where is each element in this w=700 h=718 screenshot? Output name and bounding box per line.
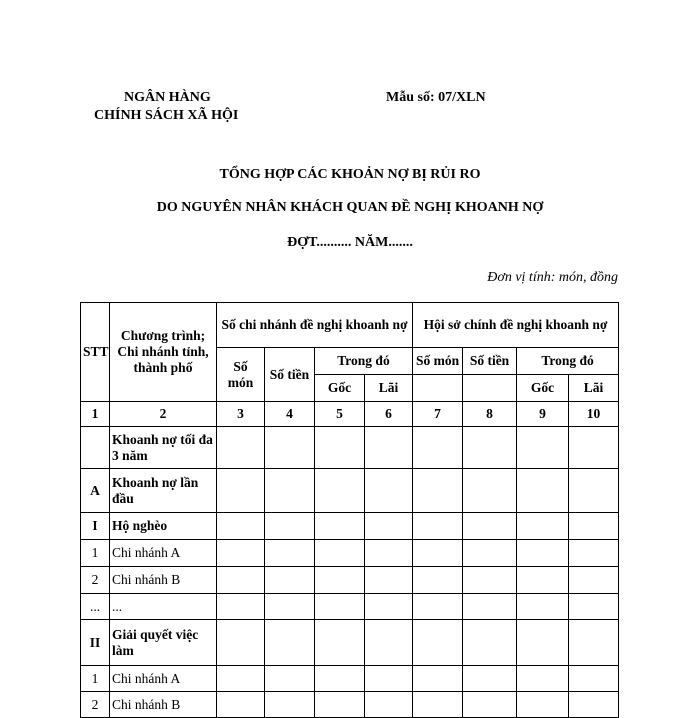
table-row (81, 567, 619, 594)
row-stt: ... (81, 594, 110, 620)
col-number: 7 (413, 402, 463, 427)
document-period: ĐỢT.......... NĂM....... (287, 235, 413, 250)
col-number: 3 (217, 402, 265, 427)
header-branch-goc: Gốc (315, 375, 365, 402)
document-title-line1: TỔNG HỢP CÁC KHOẢN NỢ BỊ RỦI RO (219, 167, 481, 182)
org-name-line1: NGÂN HÀNG (124, 90, 211, 105)
row-label: ... (110, 594, 217, 620)
header-branch-lai: Lãi (365, 375, 413, 402)
header-hq-trong-do: Trong đó (517, 348, 619, 375)
col-number: 9 (517, 402, 569, 427)
table-row (81, 692, 619, 718)
row-label: Hộ nghèo (110, 513, 217, 540)
header-branch-group: Số chi nhánh đề nghị khoanh nợ (217, 303, 413, 348)
row-stt: II (81, 620, 110, 666)
col-number: 4 (265, 402, 315, 427)
table-row (81, 469, 619, 513)
org-name-line2: CHÍNH SÁCH XÃ HỘI (94, 108, 239, 123)
table-row (81, 666, 619, 692)
row-stt: 1 (81, 540, 110, 567)
header-hq-so-tien: Số tiền (463, 348, 517, 375)
header-program: Chương trình; Chi nhánh tỉnh, thành phố (110, 303, 217, 402)
header-branch-so-tien: Số tiền (265, 348, 315, 402)
column-number-row (81, 402, 619, 427)
table-row (81, 620, 619, 666)
debt-summary-table (80, 302, 619, 718)
table-row (81, 594, 619, 620)
header-hq-group: Hội sở chính đề nghị khoanh nợ (413, 303, 619, 348)
row-label: Giải quyết việc làm (110, 620, 217, 666)
header-branch-so-mon: Số món (217, 348, 265, 402)
header-hq-blank-2 (463, 375, 517, 402)
col-number: 2 (110, 402, 217, 427)
header-hq-goc: Gốc (517, 375, 569, 402)
col-number: 10 (569, 402, 619, 427)
unit-label: Đơn vị tính: món, đồng (487, 270, 618, 285)
table-row (81, 540, 619, 567)
table-row (81, 513, 619, 540)
row-stt: 2 (81, 567, 110, 594)
row-label: Khoanh nợ lần đầu (110, 469, 217, 513)
row-label: Chi nhánh B (110, 567, 217, 594)
row-stt: 1 (81, 666, 110, 692)
row-stt (81, 427, 110, 469)
form-number: Mẫu số: 07/XLN (386, 90, 486, 105)
row-stt: I (81, 513, 110, 540)
table-row (81, 427, 619, 469)
header-branch-trong-do: Trong đó (315, 348, 413, 375)
row-stt: A (81, 469, 110, 513)
header-hq-so-mon: Số món (413, 348, 463, 375)
col-number: 8 (463, 402, 517, 427)
row-label: Khoanh nợ tối đa 3 năm (110, 427, 217, 469)
row-label: Chi nhánh A (110, 540, 217, 567)
document-title-line2: DO NGUYÊN NHÂN KHÁCH QUAN ĐỀ NGHỊ KHOANH NỢ (156, 200, 544, 215)
header-hq-lai: Lãi (569, 375, 619, 402)
header-stt: STT (81, 303, 110, 402)
row-stt: 2 (81, 692, 110, 718)
row-label: Chi nhánh B (110, 692, 217, 718)
col-number: 6 (365, 402, 413, 427)
row-label: Chi nhánh A (110, 666, 217, 692)
header-hq-blank-1 (413, 375, 463, 402)
col-number: 1 (81, 402, 110, 427)
col-number: 5 (315, 402, 365, 427)
